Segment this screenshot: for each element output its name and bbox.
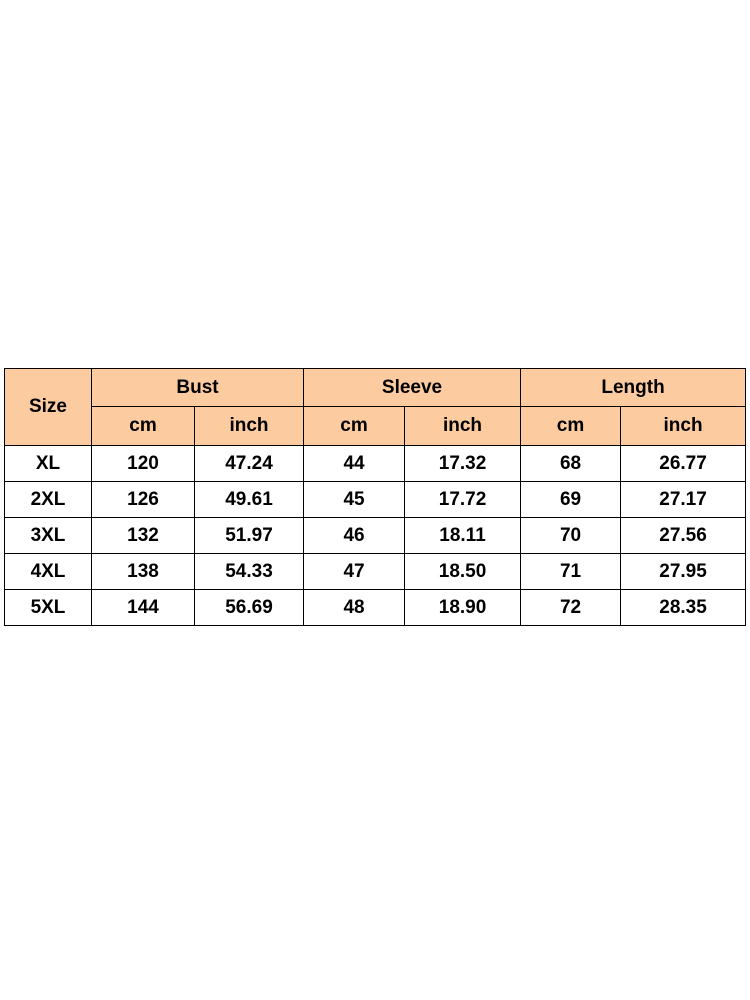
length-cm-cell: 68 bbox=[521, 446, 621, 482]
table-header bbox=[5, 369, 746, 446]
sleeve-cm-cell: 45 bbox=[304, 482, 405, 518]
table-row bbox=[5, 554, 746, 590]
table-row bbox=[5, 446, 746, 482]
header-row-groups bbox=[5, 369, 746, 407]
bust-cm-cell: 138 bbox=[92, 554, 195, 590]
length-cm-cell: 69 bbox=[521, 482, 621, 518]
table-row bbox=[5, 518, 746, 554]
bust-cm-cell: 132 bbox=[92, 518, 195, 554]
length-cm-cell: 72 bbox=[521, 590, 621, 626]
length-inch-header: inch bbox=[621, 407, 746, 446]
sleeve-inch-cell: 18.11 bbox=[405, 518, 521, 554]
length-inch-cell: 27.17 bbox=[621, 482, 746, 518]
sleeve-cm-header: cm bbox=[304, 407, 405, 446]
length-cm-header: cm bbox=[521, 407, 621, 446]
size-cell: XL bbox=[5, 446, 92, 482]
length-group-header: Length bbox=[521, 369, 746, 407]
length-inch-cell: 27.95 bbox=[621, 554, 746, 590]
sleeve-cm-cell: 48 bbox=[304, 590, 405, 626]
size-cell: 5XL bbox=[5, 590, 92, 626]
sleeve-cm-cell: 46 bbox=[304, 518, 405, 554]
bust-cm-cell: 144 bbox=[92, 590, 195, 626]
length-inch-cell: 28.35 bbox=[621, 590, 746, 626]
sleeve-inch-cell: 17.32 bbox=[405, 446, 521, 482]
sleeve-group-header: Sleeve bbox=[304, 369, 521, 407]
bust-cm-cell: 120 bbox=[92, 446, 195, 482]
length-inch-cell: 26.77 bbox=[621, 446, 746, 482]
bust-inch-cell: 49.61 bbox=[195, 482, 304, 518]
length-cm-cell: 70 bbox=[521, 518, 621, 554]
bust-cm-cell: 126 bbox=[92, 482, 195, 518]
table-row bbox=[5, 482, 746, 518]
sleeve-inch-header: inch bbox=[405, 407, 521, 446]
length-cm-cell: 71 bbox=[521, 554, 621, 590]
bust-inch-cell: 47.24 bbox=[195, 446, 304, 482]
sleeve-cm-cell: 47 bbox=[304, 554, 405, 590]
sleeve-inch-cell: 17.72 bbox=[405, 482, 521, 518]
header-row-units bbox=[5, 407, 746, 446]
size-cell: 4XL bbox=[5, 554, 92, 590]
sleeve-inch-cell: 18.50 bbox=[405, 554, 521, 590]
bust-inch-header: inch bbox=[195, 407, 304, 446]
sleeve-cm-cell: 44 bbox=[304, 446, 405, 482]
size-chart-table bbox=[4, 368, 746, 626]
sleeve-inch-cell: 18.90 bbox=[405, 590, 521, 626]
size-column-header: Size bbox=[5, 369, 92, 446]
bust-inch-cell: 56.69 bbox=[195, 590, 304, 626]
bust-group-header: Bust bbox=[92, 369, 304, 407]
table-body bbox=[5, 446, 746, 626]
bust-inch-cell: 54.33 bbox=[195, 554, 304, 590]
size-cell: 3XL bbox=[5, 518, 92, 554]
size-cell: 2XL bbox=[5, 482, 92, 518]
bust-inch-cell: 51.97 bbox=[195, 518, 304, 554]
length-inch-cell: 27.56 bbox=[621, 518, 746, 554]
table-row bbox=[5, 590, 746, 626]
bust-cm-header: cm bbox=[92, 407, 195, 446]
